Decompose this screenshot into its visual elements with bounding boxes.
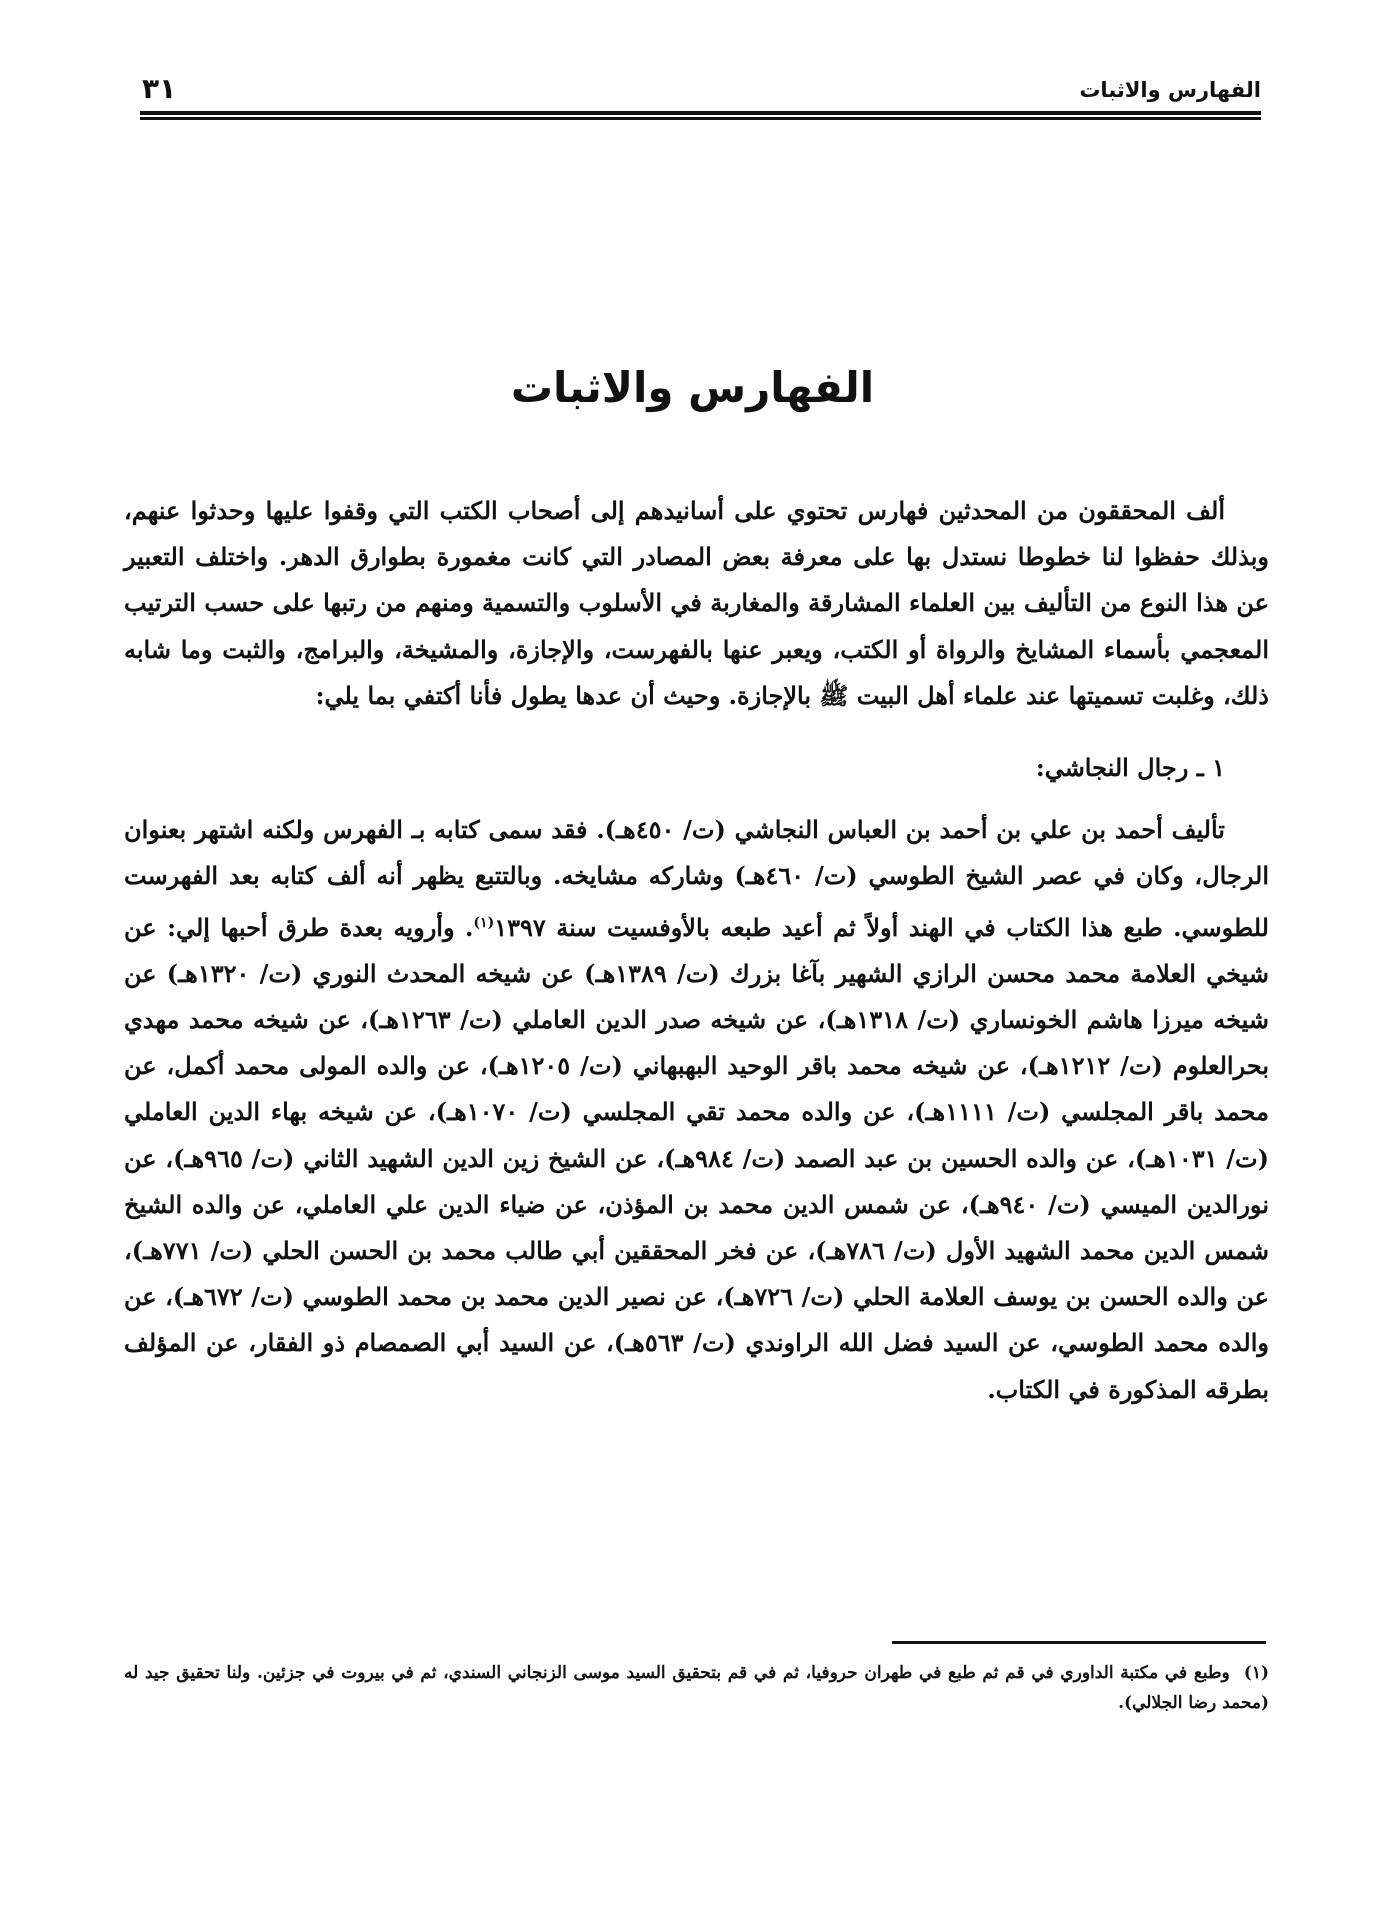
book-title-fihrist: الفهرست (124, 861, 219, 891)
text-run: تأليف أحمد بن علي بن أحمد بن العباس النجاشي (ت/ ٤٥٠هـ). فقد سمى كتابه بـ (402, 815, 1225, 845)
text-run: للطوسي. طبع هذا الكتاب في الهند أولاً ثم أعيد طبعه بالأوفسيت سنة ١٣٩٧ (494, 912, 1269, 942)
footnote-end: . (1118, 1693, 1125, 1713)
section-heading: ١ ـ رجال النجاشي: (1035, 753, 1225, 783)
text-run: ، وكان في عصر الشيخ الطوسي (ت/ ٤٦٠هـ) وشاركه مشايخه. وبالتتبع يظهر أنه ألف كتابه بعد (218, 861, 1203, 891)
footnote (124, 1658, 1269, 1718)
footnote-text: وطبع في مكتبة الداوري في قم ثم طبع في طهران حروفيا، ثم في قم بتحقيق السيد موسى الزنجاني السندي، ثم في بيروت في جزئين. ولنا تحقيق جيد له (124, 1663, 1230, 1683)
footnote-separator (892, 1641, 1266, 1644)
header-rule (140, 111, 1261, 115)
running-title: الفهارس والاثبات (1079, 78, 1261, 102)
chapter-title: الفهارس والاثبات (510, 363, 875, 413)
text-run: ولكنه اشتهر بعنوان (124, 815, 324, 845)
page-number: ٣١ (142, 72, 177, 105)
intro-paragraph: ألف المحققون من المحدثين فهارس تحتوي على أسانيدهم إلى أصحاب الكتب التي وقفوا عليها وحدثوا عنهم، وبذلك حفظوا لنا خطوطا نستدل بها على معرفة بعض المصادر التي كانت مغمورة بطوارق الدهر. واختلف التعبير عن هذا النوع من التأليف بين العلماء المشارقة والمغاربة في الأسلوب والتسمية ومنهم من رتبها على حسب الترتيب المعجمي بأسماء المشايخ والرواة أو الكتب، ويعبر عنها بالفهرست، والإجازة، والمشيخة، والبرامج، والثبت وما شابه ذلك، وغلبت تسميتها عند علماء أهل البيت ﷺ بالإجازة. وحيث أن عدها يطول فأنا أكتفي بما يلي: (124, 496, 1269, 710)
main-text (124, 488, 1269, 1413)
header-rule-secondary (140, 117, 1261, 120)
footnote-marker: (١) (1243, 1663, 1269, 1683)
footnote-reference[interactable]: (١) (473, 914, 495, 931)
section-paragraph (124, 807, 1269, 1413)
footnote-author: (محمد رضا الجلالي) (1124, 1693, 1269, 1713)
book-title-rijal: الرجال (1202, 861, 1269, 891)
text-run: . وأرويه بعدة طرق أحبها إلي: عن شيخي العلامة محمد محسن الرازي الشهير بآغا بزرك (ت/ ١٣٨٩هـ) عن شيخه المحدث النوري (ت/ ١٣٢٠هـ) عن شيخه ميرزا هاشم الخونساري (ت/ ١٣١٨هـ)، عن شيخه صدر الدين العاملي (ت/ ١٢٦٣هـ)، عن شيخه محمد مهدي بحرالعلوم (ت/ ١٢١٢هـ)، عن شيخه محمد باقر الوحيد البهبهاني (ت/ ١٢٠٥هـ)، عن والده المولى محمد أكمل، عن محمد باقر المجلسي (ت/ ١١١١هـ)، عن والده محمد تقي المجلسي (ت/ ١٠٧٠هـ)، عن شيخه بهاء الدين العاملي (ت/ ١٠٣١هـ)، عن والده الحسين بن عبد الصمد (ت/ ٩٨٤هـ)، عن الشيخ زين الدين الشهيد الثاني (ت/ ٩٦٥هـ)، عن نورالدين الميسي (ت/ ٩٤٠هـ)، عن شمس الدين محمد بن المؤذن، عن ضياء الدين علي العاملي، عن والده الشيخ شمس الدين محمد الشهيد الأول (ت/ ٧٨٦هـ)، عن فخر المحققين أبي طالب محمد بن الحسن الحلي (ت/ ٧٧١هـ)، عن والده الحسن بن يوسف العلامة الحلي (ت/ ٧٢٦هـ)، عن نصير الدين محمد بن محمد الطوسي (ت/ ٦٧٢هـ)، عن والده محمد الطوسي، عن السيد فضل الله الراوندي (ت/ ٥٦٣هـ)، عن السيد أبي الصمصام ذو الفقار، عن المؤلف بطرقه المذكورة في الكتاب. (124, 912, 1270, 1404)
book-title-fihris: الفهرس (323, 815, 403, 845)
running-header (140, 72, 1261, 112)
